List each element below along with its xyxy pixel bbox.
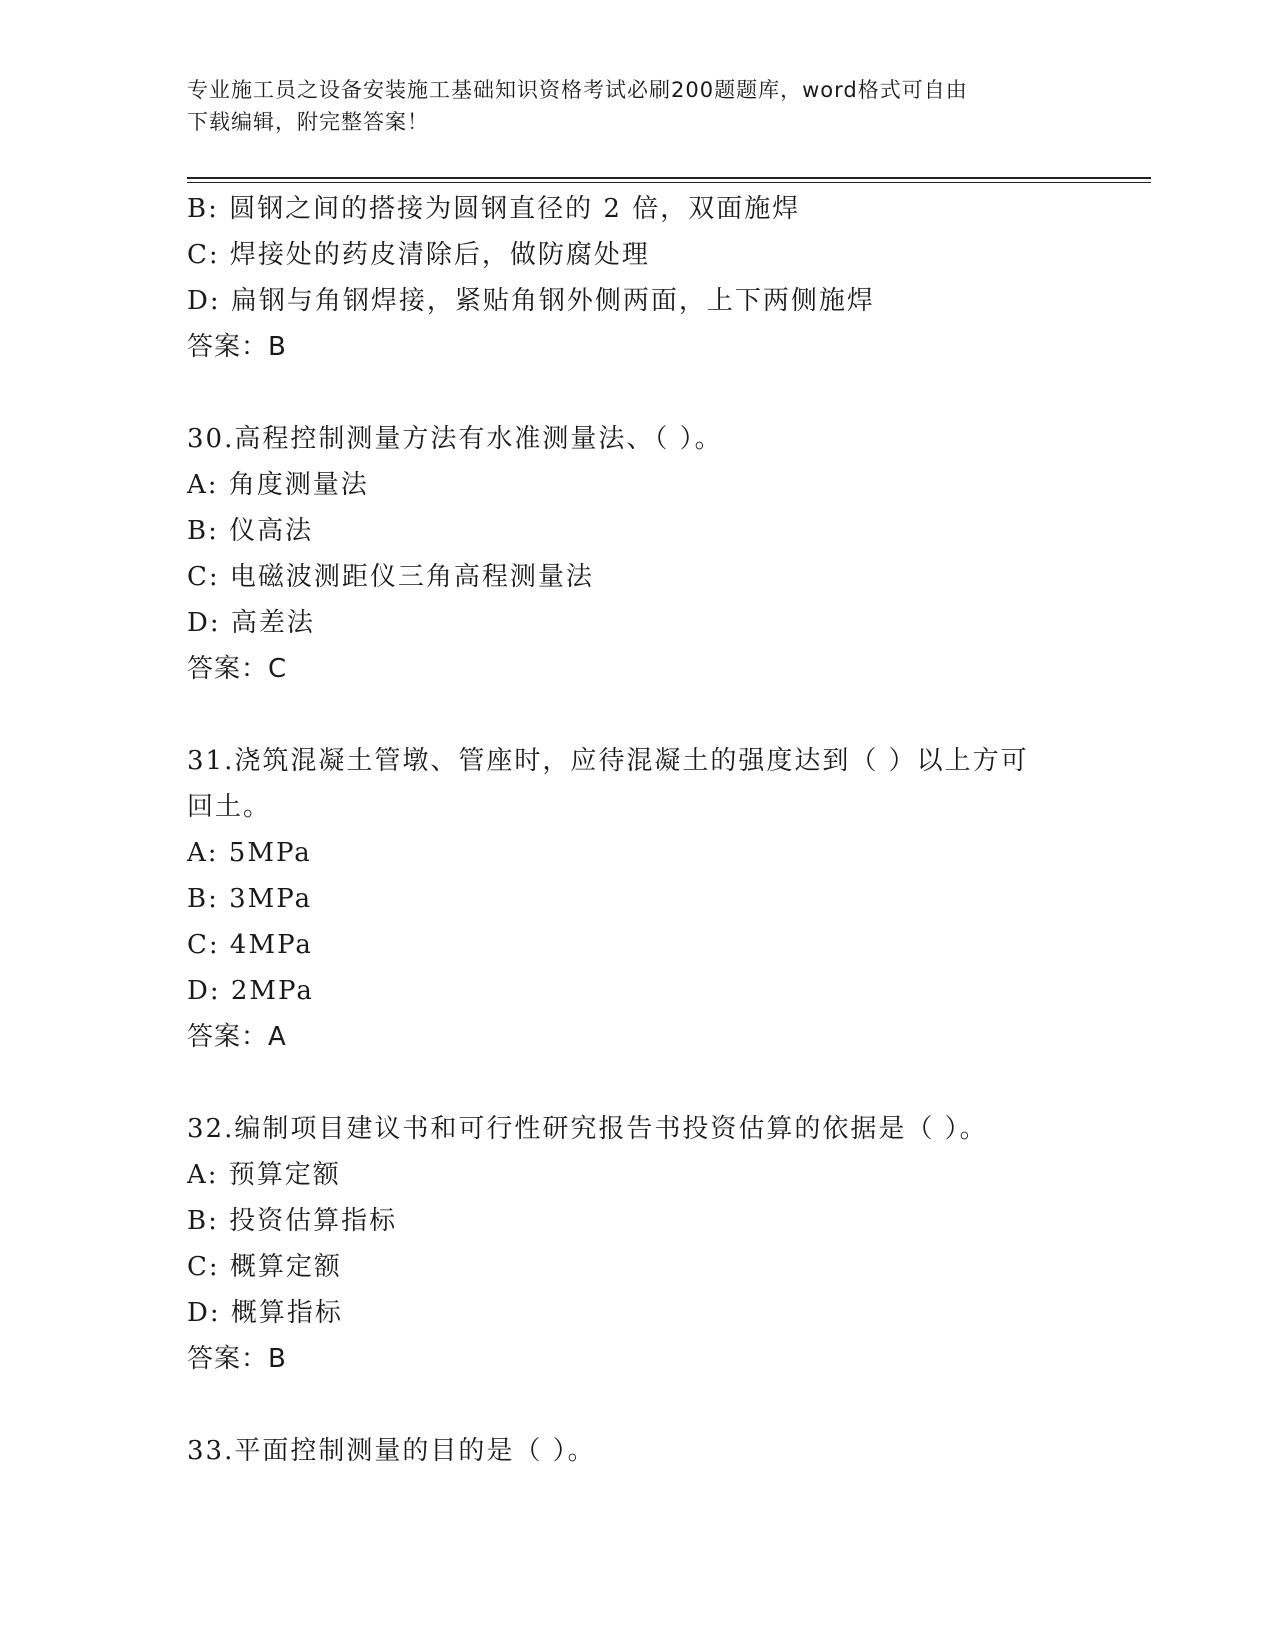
option-a: A: 角度测量法 — [187, 470, 369, 500]
option-a: A: 预算定额 — [187, 1160, 341, 1190]
option-c: C: 概算定额 — [187, 1252, 342, 1282]
question-stem: 30.高程控制测量方法有水准测量法、（ ）。 — [187, 424, 723, 454]
option-c: C: 电磁波测距仪三角高程测量法 — [187, 562, 594, 592]
partial-question — [187, 186, 1087, 370]
option-a: A: 5MPa — [187, 838, 312, 868]
option-d: D: 扁钢与角钢焊接，紧贴角钢外侧两面，上下两侧施焊 — [187, 286, 875, 316]
question-32 — [187, 1106, 1087, 1382]
spacer — [187, 692, 1087, 738]
question-stem: 32.编制项目建议书和可行性研究报告书投资估算的依据是（ ）。 — [187, 1114, 988, 1144]
header-divider-thin — [187, 182, 1151, 183]
question-stem: 33.平面控制测量的目的是（ ）。 — [187, 1436, 596, 1466]
question-30 — [187, 416, 1087, 692]
header-line-2: 下载编辑，附完整答案！ — [187, 110, 429, 134]
option-c: C: 4MPa — [187, 930, 313, 960]
option-d: D: 2MPa — [187, 976, 314, 1006]
answer: 答案：B — [187, 332, 287, 362]
question-list — [187, 186, 1087, 1474]
option-d: D: 概算指标 — [187, 1298, 343, 1328]
spacer — [187, 370, 1087, 416]
answer: 答案：C — [187, 654, 288, 684]
question-33 — [187, 1428, 1087, 1474]
spacer — [187, 1060, 1087, 1106]
document-header — [187, 74, 1087, 138]
option-b: B: 仪高法 — [187, 516, 314, 546]
question-stem-continued: 回土。 — [187, 792, 272, 822]
header-line-1: 专业施工员之设备安装施工基础知识资格考试必刷200题题库，word格式可自由 — [187, 78, 968, 102]
question-31 — [187, 738, 1087, 1060]
option-b: B: 3MPa — [187, 884, 313, 914]
option-c: C: 焊接处的药皮清除后，做防腐处理 — [187, 240, 650, 270]
header-divider-thick — [187, 177, 1151, 179]
option-b: B: 投资估算指标 — [187, 1206, 398, 1236]
question-stem: 31.浇筑混凝土管墩、管座时，应待混凝土的强度达到（ ）以上方可 — [187, 746, 1029, 776]
option-d: D: 高差法 — [187, 608, 315, 638]
answer: 答案：A — [187, 1022, 287, 1052]
spacer — [187, 1382, 1087, 1428]
answer: 答案：B — [187, 1344, 287, 1374]
option-b: B: 圆钢之间的搭接为圆钢直径的 2 倍，双面施焊 — [187, 194, 801, 224]
